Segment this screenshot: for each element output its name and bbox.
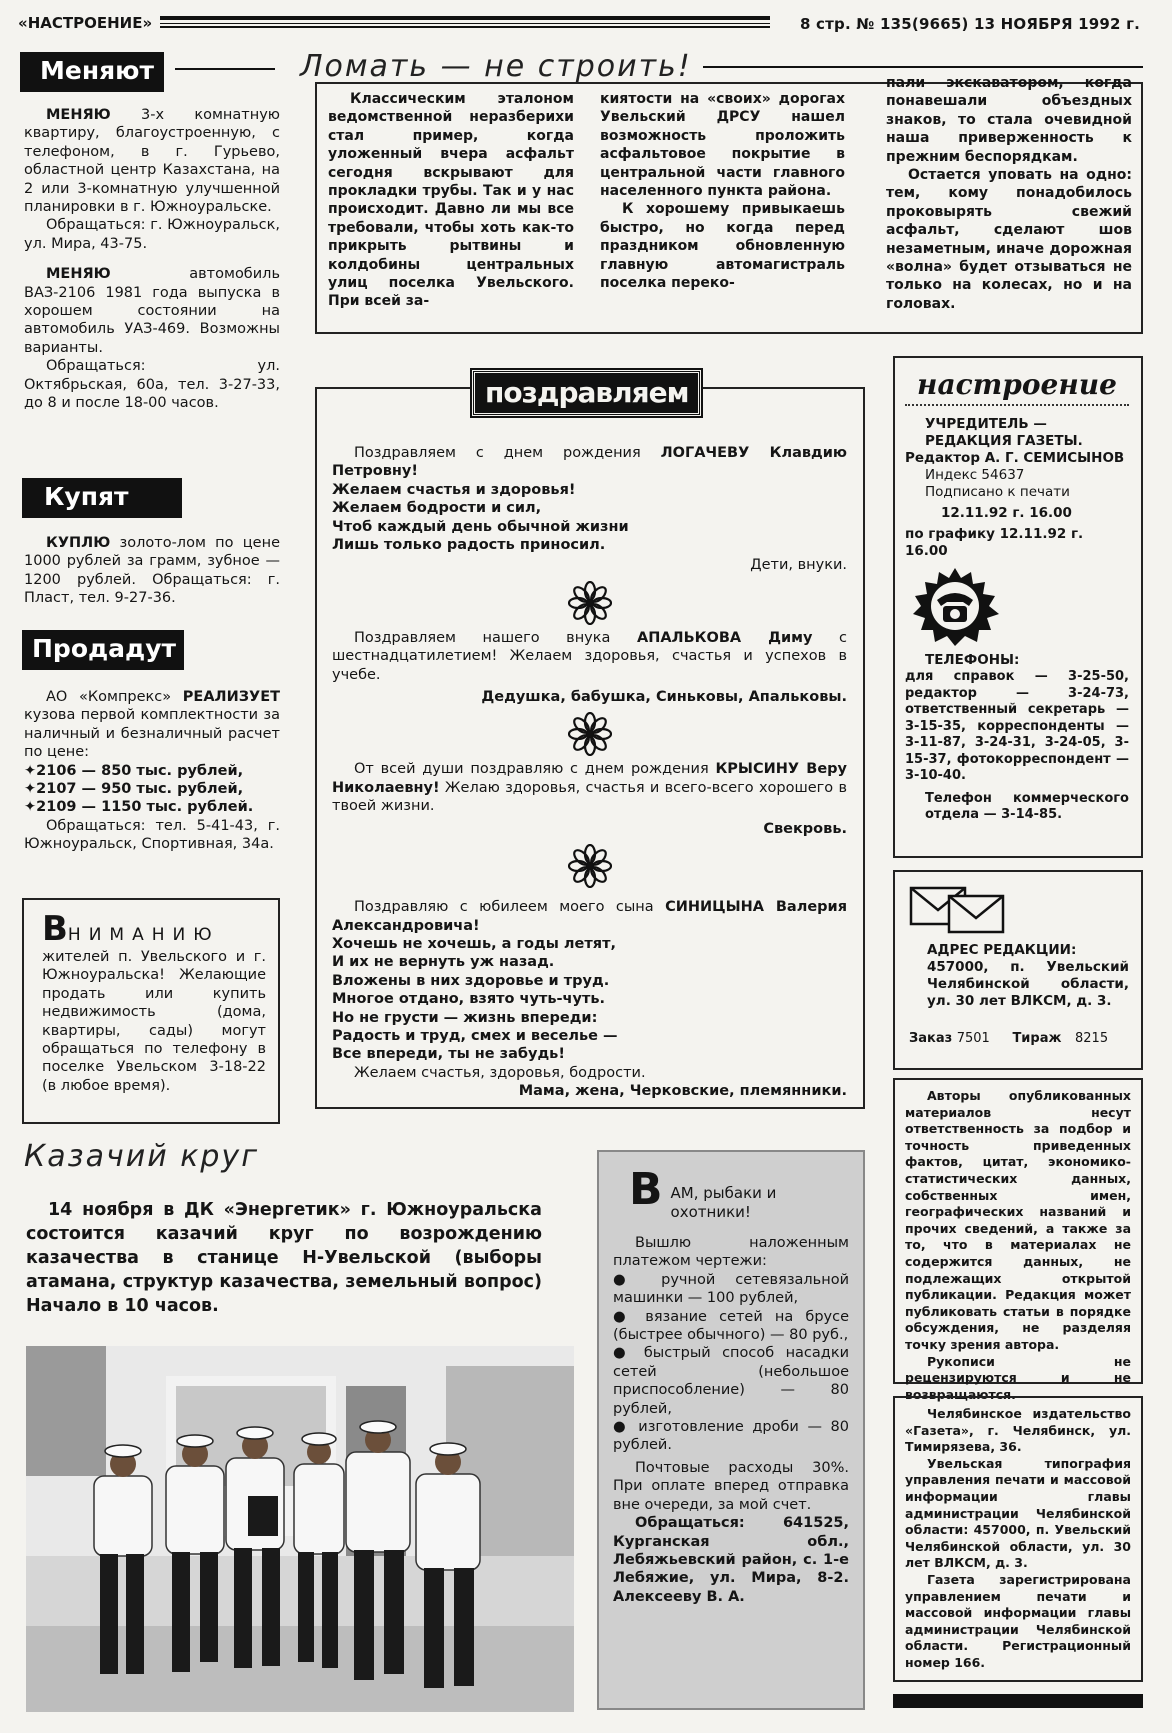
notice-box: ВНИМАНИЮ жителей п. Увельского и г. Южноуральска! Желающие продать или купить недвижимость (дома, квартиры, сады) могут обращаться по телефону в поселке Увельском 3-18-22 (в любое время). — [22, 898, 280, 1124]
masthead-rule — [160, 16, 770, 28]
cossack-title: Казачий круг — [24, 1139, 259, 1174]
article-col-1: Классическим эталоном ведомственной неразберихи стал пример, когда уложенный вчера асфальт сегодня вскрывают для прокладки трубы. Так и у нас происходит. Давно ли мы все требовали, чтобы хоть как-то прикрыть рытвины и колдобины центральных улиц поселка Увельского. При всей за- — [328, 91, 574, 310]
article-col-3: пали экскаватором, когда понавешали объездных знаков, то стала очевидной наша приверженность к прежним беспорядкам. Остается уповать на одно: тем, кому понадобилось проковырять свежий асфальт, сделают шов незаметным, иначе дорожная «волна» будет отзываться не только на колесах, но и на головах. — [886, 75, 1132, 312]
telephone-icon — [907, 566, 1003, 646]
masthead-name: «НАСТРОЕНИЕ» — [18, 14, 153, 32]
greetings-header: поздравляем — [472, 370, 701, 416]
buy-ad: КУПЛЮ золото-лом по цене 1000 рублей за грамм, зубное — 1200 рублей. Обращаться: г. Пласт, тел. 9-27-36. — [24, 535, 280, 607]
envelope-icon — [909, 884, 1005, 934]
sell-ad: АО «Компрекс» РЕАЛИЗУЕТ кузова первой комплектности за наличный и безналичный расчет по цене: ✦2106 — 850 тыс. рублей, ✦2107 — 950 тыс. рублей, ✦2109 — 1150 тыс. рублей. Обращаться: тел. 5-41-43, г. Южноуральск, Спортивная, 34а. — [24, 689, 281, 853]
disclaimer-box: Авторы опубликованных материалов несут ответственность за подбор и точность приведенных фактов, цитат, экономико-статистических данных, собственных имен, географических названий и прочих сведений, а также за то, что в материалах не содержится данных, не подлежащих открытой публикации. Редакция может публиковать статьи в порядке обсуждения, не разделяя точку зрения автора. Рукописи не рецензируются и не возвращаются. — [893, 1078, 1143, 1384]
header-rule — [175, 68, 275, 70]
sell-header: Продадут — [22, 630, 184, 670]
fishers-box: В АМ, рыбаки и охотники! Вышлю наложенным платежом чертежи: ● ручной сетевязальной машинки — 100 рублей, ● вязание сетей на брусе (быстрее обычного) — 80 руб., ● быстрый способ насадки сетей (небольшое приспособление) — 80 рублей, ● изготовление дроби — 80 рублей. Почтовые расходы 30%. При оплате вперед отправка вне очереди, за мой счет. Обращаться: 641525, Курганская обл., Лебяжьевский район, с. 1-е Лебяжие, ул. Мира, 8-2. Алексееву В. А. — [597, 1150, 865, 1710]
address-box: АДРЕС РЕДАКЦИИ: 457000, п. Увельский Челябинской области, ул. 30 лет ВЛКСМ, д. 3. Заказ 7501 Тираж 8215 — [893, 870, 1143, 1070]
footer-bar — [893, 1694, 1143, 1708]
cossacks-image — [26, 1346, 574, 1712]
issue-info: 8 стр. № 135(9665) 13 НОЯБРЯ 1992 г. — [800, 15, 1141, 33]
article-col-2: киятости на «своих» дорогах Увельский ДРСУ нашел возможность проложить асфальтовое покрытие в центральной части главного населенного пункта района. К хорошему привыкаешь быстро, но когда перед праздником обновленную главную автомагистраль поселка переко- — [600, 91, 845, 292]
printing-box: Челябинское издательство «Газета», г. Челябинск, ул. Тимирязева, 36. Увельская типография управления печати и массовой информации главы администрации Челябинской области: 457000, п. Увельский Челябинской области, ул. 30 лет ВЛКСМ, д. 3. Газета зарегистрирована управлением печати и массовой информации главы администрации Челябинской области. Регистрационный номер 166. — [893, 1396, 1143, 1682]
greetings-content: Поздравляем с днем рождения ЛОГАЧЕВУ Клавдию Петровну! Желаем счастья и здоровья! Желаем бодрости и сил, Чтоб каждый день обычной жизни Лишь только радость приносил. Дети, внуки. Поздравляем нашего внука АПАЛЬКОВА Диму с шестнадцатилетием! Желаем здоровья, счастья и успехов в учебе. Дедушка, бабушка, Синьковы, Апальковы. От всей души поздравляю с днем рождения КРЫСИНУ Веру Николаевну! Желаю здоровья, счастья и всего-всего хорошего в твоей жизни. Свекровь. Поздравляю с юбилеем моего сына СИНИЦЫНА Валерия Александровича! Хочешь не хочешь, а годы летят, И их не вернуть уж назад. Вложены в них здоровье и труд. Многое отдано, взято чуть-чуть. Но не грусти — жизнь впереди: Радость и труд, смех и веселье — Все впереди, ты не забудь! Желаем счастья, здоровья, бодрости. Мама, жена, Черковские, племянники. — [332, 445, 848, 1100]
article-title: Ломать — не строить! — [300, 49, 692, 84]
newspaper-logo: настроение — [905, 368, 1129, 406]
exchange-header: Меняют — [20, 52, 180, 92]
cossack-text: 14 ноября в ДК «Энергетик» г. Южноуральска состоится казачий круг по возрождению казачества в станице Н-Увельской (выборы атамана, структур казачества, земельный вопрос) Начало в 10 часов. — [26, 1200, 542, 1316]
cossacks-photo — [26, 1346, 574, 1712]
flower-icon — [568, 712, 612, 756]
title-rule — [703, 66, 1143, 68]
flower-icon — [568, 581, 612, 625]
flower-icon — [568, 844, 612, 888]
exchange-ads: МЕНЯЮ 3-х комнатную квартиру, благоустроенную, с телефоном, в г. Гурьево, областной центр Казахстана, на 2 или 3-комнатную улучшенной планировки в г. Южноуральске. Обращаться: г. Южноуральск, ул. Мира, 43-75. МЕНЯЮ автомобиль ВАЗ-2106 1981 года выпуска в хорошем состоянии на автомобиль УАЗ-469. Возможны варианты. Обращаться: ул. Октябрьская, 60а, тел. 3-27-33, до 8 и после 18-00 часов. — [24, 107, 280, 412]
imprint-box: настроение УЧРЕДИТЕЛЬ — РЕДАКЦИЯ ГАЗЕТЫ. Редактор А. Г. СЕМИСЫНОВ Индекс 54637 Подписано к печати 12.11.92 г. 16.00 по графику 12.11.92 г. 16.00 ТЕЛЕФОНЫ: для справок — 3-25-50, редактор — 3-24-73, ответственный секретарь — 3-15-35, корреспонденты — 3-11-87, 3-24-31, 3-24-05, 3-15-37, фотокорреспондент — 3-10-40. Телефон коммерческого отдела — 3-14-85. — [893, 356, 1143, 858]
buy-header: Купят — [22, 478, 182, 518]
